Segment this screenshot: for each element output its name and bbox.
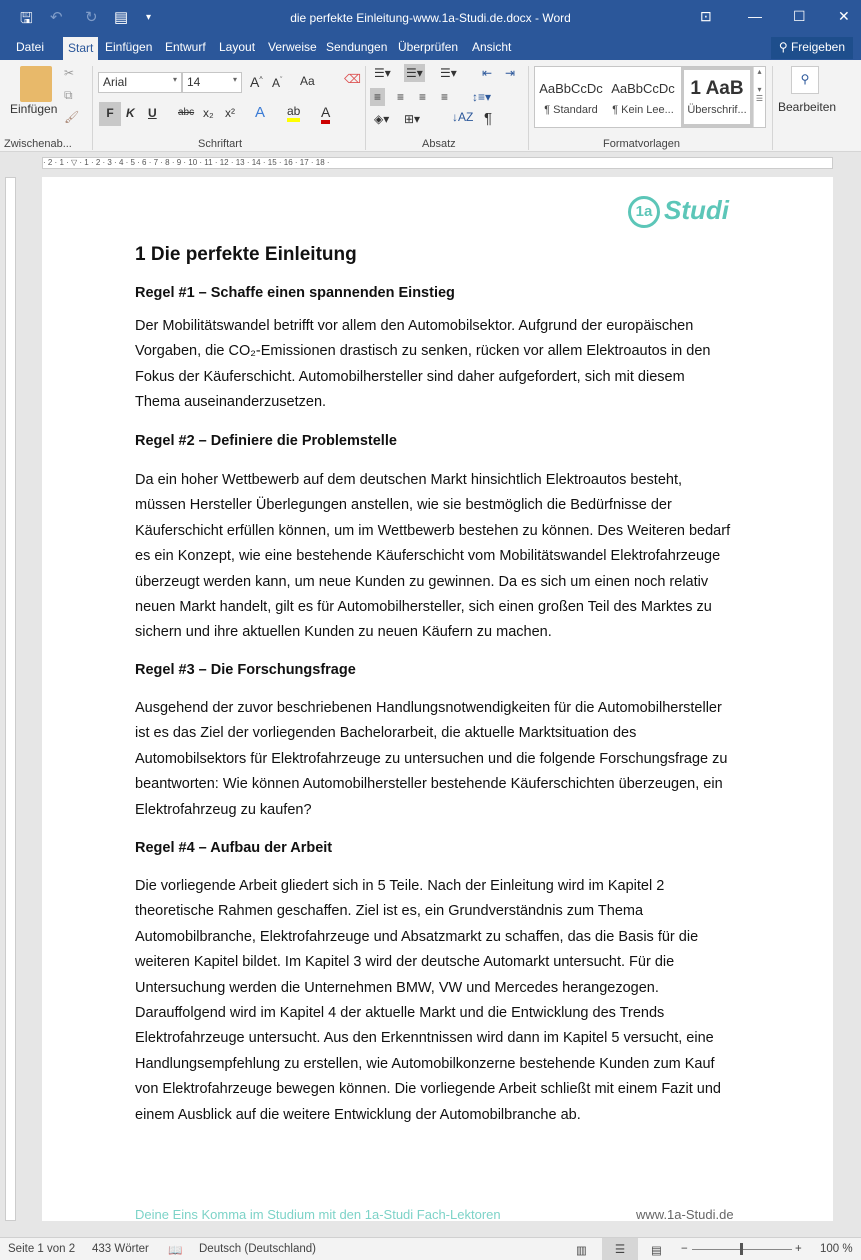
section-heading: Regel #2 – Definiere die Problemstelle: [135, 433, 397, 449]
document-page[interactable]: [42, 177, 833, 1221]
superscript-button[interactable]: x²: [225, 106, 235, 120]
tab-datei[interactable]: Datei: [16, 40, 45, 54]
search-icon[interactable]: ⚲: [791, 66, 819, 94]
read-mode-icon[interactable]: ▥: [576, 1245, 587, 1257]
ribbon-display-icon[interactable]: ⊡: [700, 8, 712, 24]
touch-mode-icon[interactable]: ▤: [114, 9, 129, 26]
tab-entwurf[interactable]: Entwurf: [165, 40, 206, 54]
proofing-icon[interactable]: 📖: [168, 1245, 183, 1257]
paragraph-line: von Elektrofahrzeuge bewegen können. Die vorliegende Arbeit schließt mit einem Fazit und: [135, 1081, 721, 1098]
paragraph-line: es ein Konzept, wie eine bestehende Käuferschicht vom Mobilitätswandel Elektrofahrzeuge: [135, 548, 721, 565]
font-size-select[interactable]: 14 ▾: [182, 72, 242, 93]
vertical-ruler[interactable]: [5, 177, 16, 1221]
undo-icon[interactable]: ↶: [50, 9, 63, 26]
page-count[interactable]: Seite 1 von 2: [8, 1243, 76, 1255]
borders-icon[interactable]: ⊞▾: [404, 112, 421, 126]
paragraph-line: Automobilbranche, Elektrofahrzeuge und Absatzmarkt zu schaffen, das die Basis für die: [135, 928, 699, 945]
minimize-icon[interactable]: —: [748, 8, 762, 24]
multilevel-list-icon[interactable]: ☰▾: [440, 66, 457, 80]
print-layout-icon[interactable]: ☰: [602, 1238, 638, 1260]
maximize-icon[interactable]: ☐: [793, 8, 806, 24]
paragraph-line: einem Ausblick auf die weitere Entwicklung der Automobilbranche ab.: [135, 1106, 581, 1123]
customize-toolbar-icon[interactable]: ▾: [146, 12, 152, 23]
language-indicator[interactable]: Deutsch (Deutschland): [199, 1243, 316, 1255]
paragraph-line: Die vorliegende Arbeit gliedert sich in 5 Teile. Nach der Einleitung wird im Kapitel 2: [135, 878, 665, 894]
zoom-slider-thumb[interactable]: [740, 1243, 743, 1255]
font-size-value: 14: [187, 75, 201, 89]
paragraph-line: Elektrofahrzeug zu kaufen?: [135, 801, 312, 818]
ruler-scale: · 2 · 1 · ▽ · 1 · 2 · 3 · 4 · 5 · 6 · 7 · 8 · 9 · 10 · 11 · 12 · 13 · 14 · 15 · 16 · 17 · 18 ·: [42, 157, 833, 169]
style-ueberschrift[interactable]: 1 AaB Überschrif...: [681, 67, 753, 127]
strikethrough-button[interactable]: abc: [178, 107, 195, 118]
subscript-button[interactable]: x₂: [203, 106, 214, 120]
paragraph-line: Der Mobilitätswandel betrifft vor allem den Automobilsektor. Aufgrund der europäischen: [135, 318, 694, 334]
numbering-icon[interactable]: ☰▾: [406, 66, 423, 80]
tab-einfuegen[interactable]: Einfügen: [105, 40, 153, 54]
paragraph-line: müssen Hersteller Überlegungen anstellen, wie sie bestmöglich die Bedürfnisse der: [135, 497, 672, 514]
word-count[interactable]: 433 Wörter: [92, 1243, 149, 1255]
horizontal-ruler[interactable]: [0, 154, 861, 172]
align-left-icon[interactable]: ≡: [370, 88, 385, 106]
font-name-value: Arial: [103, 75, 128, 89]
redo-icon[interactable]: ↻: [85, 9, 98, 26]
italic-button[interactable]: K: [126, 106, 135, 120]
web-layout-icon[interactable]: ▤: [651, 1245, 662, 1257]
font-name-select[interactable]: Arial ▾: [98, 72, 182, 93]
align-right-icon[interactable]: ≡: [419, 90, 427, 104]
clear-format-icon[interactable]: ⌫: [344, 72, 361, 86]
document-title: 1 Die perfekte Einleitung: [135, 244, 357, 265]
tab-verweise[interactable]: Verweise: [268, 40, 317, 54]
grow-font-icon[interactable]: A^: [250, 74, 263, 90]
font-color-icon[interactable]: A: [321, 104, 330, 124]
tab-layout[interactable]: Layout: [219, 40, 256, 54]
paragraph-line: beantworten: Wie können Automobilhersteller bestehende Käuferschichten überzeugen, ein: [135, 776, 723, 793]
paragraph-line: Fokus der Käuferschicht. Automobilhersteller sind daher aufgefordert, sich mit diesem: [135, 368, 685, 385]
text-effects-icon[interactable]: A: [255, 104, 266, 121]
share-button[interactable]: [771, 37, 853, 59]
section-paragraph: [135, 696, 745, 823]
status-bar: [0, 1237, 861, 1260]
section-heading: Regel #3 – Die Forschungsfrage: [135, 662, 356, 678]
paragraph-line: Da ein hoher Wettbewerb auf dem deutschen Markt hinsichtlich Elektroautos besteht,: [135, 472, 682, 488]
paragraph-line: Ausgehend der zuvor beschriebenen Handlungsnotwendigkeiten für die Automobilhersteller: [135, 700, 722, 716]
paragraph-line: überzeugt werden kann, um neue Kunden zu gewinnen. Da es sich um einen noch relativ: [135, 573, 709, 590]
ribbon: [0, 60, 861, 152]
paragraph-line: Vorgaben, die CO₂-Emissionen drastisch zu senken, rücken vor allem Elektroautos in den: [135, 343, 711, 360]
align-center-icon[interactable]: ≡: [397, 90, 405, 104]
group-paragraph-label: Absatz: [422, 138, 456, 150]
format-painter-icon[interactable]: 🖌: [64, 110, 80, 124]
close-icon[interactable]: ✕: [838, 8, 850, 24]
change-case-button[interactable]: Aa: [300, 74, 315, 88]
section-paragraph: [135, 874, 745, 1128]
group-styles-label: Formatvorlagen: [603, 138, 681, 150]
ribbon-tabs: [0, 36, 861, 60]
paste-icon[interactable]: [20, 66, 52, 102]
paragraph-line: Käuferschicht erfüllen können, um im Wettbewerb bestehen zu können. Des Weiteren bedarf: [135, 522, 731, 539]
group-clipboard-label: Zwischenab...: [4, 138, 72, 150]
paragraph-line: Darauffolgend wird im Kapitel 4 der aktuelle Markt und die Entwicklung des Trends: [135, 1005, 665, 1022]
edit-button[interactable]: Bearbeiten: [778, 100, 837, 114]
show-formatting-icon[interactable]: ¶: [484, 110, 493, 127]
logo: 1a Studi: [628, 195, 729, 228]
justify-icon[interactable]: ≡: [441, 90, 449, 104]
sort-icon[interactable]: ↓AZ: [452, 110, 474, 124]
style-kein-leerraum[interactable]: AaBbCcDc ¶ Kein Lee...: [611, 81, 675, 116]
zoom-in-button[interactable]: +: [795, 1243, 802, 1255]
footer-slogan[interactable]: Deine Eins Komma im Studium mit den 1a-Studi Fach-Lektoren: [135, 1207, 501, 1222]
section-paragraph: [135, 314, 745, 416]
tab-ueberpruefen[interactable]: Überprüfen: [398, 40, 459, 54]
paragraph-line: Automobilsektors für Elektrofahrzeuge zu untersuchen und die folgende Forschungsfrage zu: [135, 750, 728, 767]
decrease-indent-icon[interactable]: ⇤: [482, 66, 493, 80]
tab-start[interactable]: Start: [63, 37, 98, 60]
shading-icon[interactable]: ◈▾: [374, 112, 390, 126]
underline-button[interactable]: U: [148, 106, 157, 120]
styles-scroll[interactable]: ▴ ▾ ☰: [753, 67, 765, 127]
line-spacing-icon[interactable]: ↕≡▾: [472, 90, 492, 104]
section-heading: Regel #4 – Aufbau der Arbeit: [135, 840, 333, 856]
section-heading: Regel #1 – Schaffe einen spannenden Einstieg: [135, 285, 455, 301]
title-bar: [0, 0, 861, 36]
tab-sendungen[interactable]: Sendungen: [326, 40, 388, 54]
style-standard[interactable]: AaBbCcDc ¶ Standard: [539, 81, 603, 116]
section-paragraph: [135, 468, 745, 646]
cut-icon[interactable]: ✂: [64, 66, 75, 80]
bullets-icon[interactable]: ☰▾: [374, 66, 391, 80]
window-title: die perfekte Einleitung-www.1a-Studi.de.docx - Word: [290, 11, 571, 25]
bold-button[interactable]: F: [99, 102, 121, 126]
styles-gallery: [534, 66, 766, 128]
paragraph-line: Untersuchung werden die Unternehmen BMW, VW und Mercedes herangezogen.: [135, 979, 659, 996]
person-icon: ⚲: [778, 40, 791, 54]
paragraph-line: Elektrofahrzeuge untersucht. Aus den Erkenntnissen wird dann im Kapitel 5 versucht, eine: [135, 1030, 714, 1047]
paragraph-line: neuen Markt handelt, gilt es für Automobilhersteller, sich einen großen Teil des Marktes zu: [135, 599, 712, 616]
zoom-level[interactable]: 100 %: [820, 1243, 853, 1255]
paragraph-line: ist es das Ziel der vorliegenden Bachelorarbeit, die aktuelle Marktsituation des: [135, 725, 637, 742]
paragraph-line: Thema auseinanderzusetzen.: [135, 394, 327, 411]
save-icon[interactable]: 🖫: [20, 10, 33, 27]
footer-url: www.1a-Studi.de: [636, 1207, 734, 1222]
tab-ansicht[interactable]: Ansicht: [472, 40, 512, 54]
paragraph-line: theoretische Rahmen geschaffen. Ziel ist es, ein Grundverständnis zum Thema: [135, 903, 644, 920]
paragraph-line: weiteren Kapitel bildet. Im Kapitel 3 wird der deutsche Automarkt untersucht. Für die: [135, 954, 675, 971]
shrink-font-icon[interactable]: $A^ˇ$: [272, 76, 283, 90]
share-label: Freigeben: [790, 40, 845, 54]
zoom-out-button[interactable]: −: [681, 1243, 688, 1255]
highlight-icon[interactable]: ab: [287, 104, 300, 122]
copy-icon[interactable]: ⧉: [64, 88, 73, 102]
group-font-label: Schriftart: [198, 138, 243, 150]
paste-button[interactable]: Einfügen: [10, 102, 58, 116]
increase-indent-icon[interactable]: ⇥: [505, 66, 516, 80]
paragraph-line: Handlungsempfehlung zu erstellen, wie Automobilkonzerne bestehende Kunden zum Kauf: [135, 1055, 715, 1072]
paragraph-line: sichern und ihre aktuellen Kunden zu neuen Käufern zu machen.: [135, 624, 552, 641]
